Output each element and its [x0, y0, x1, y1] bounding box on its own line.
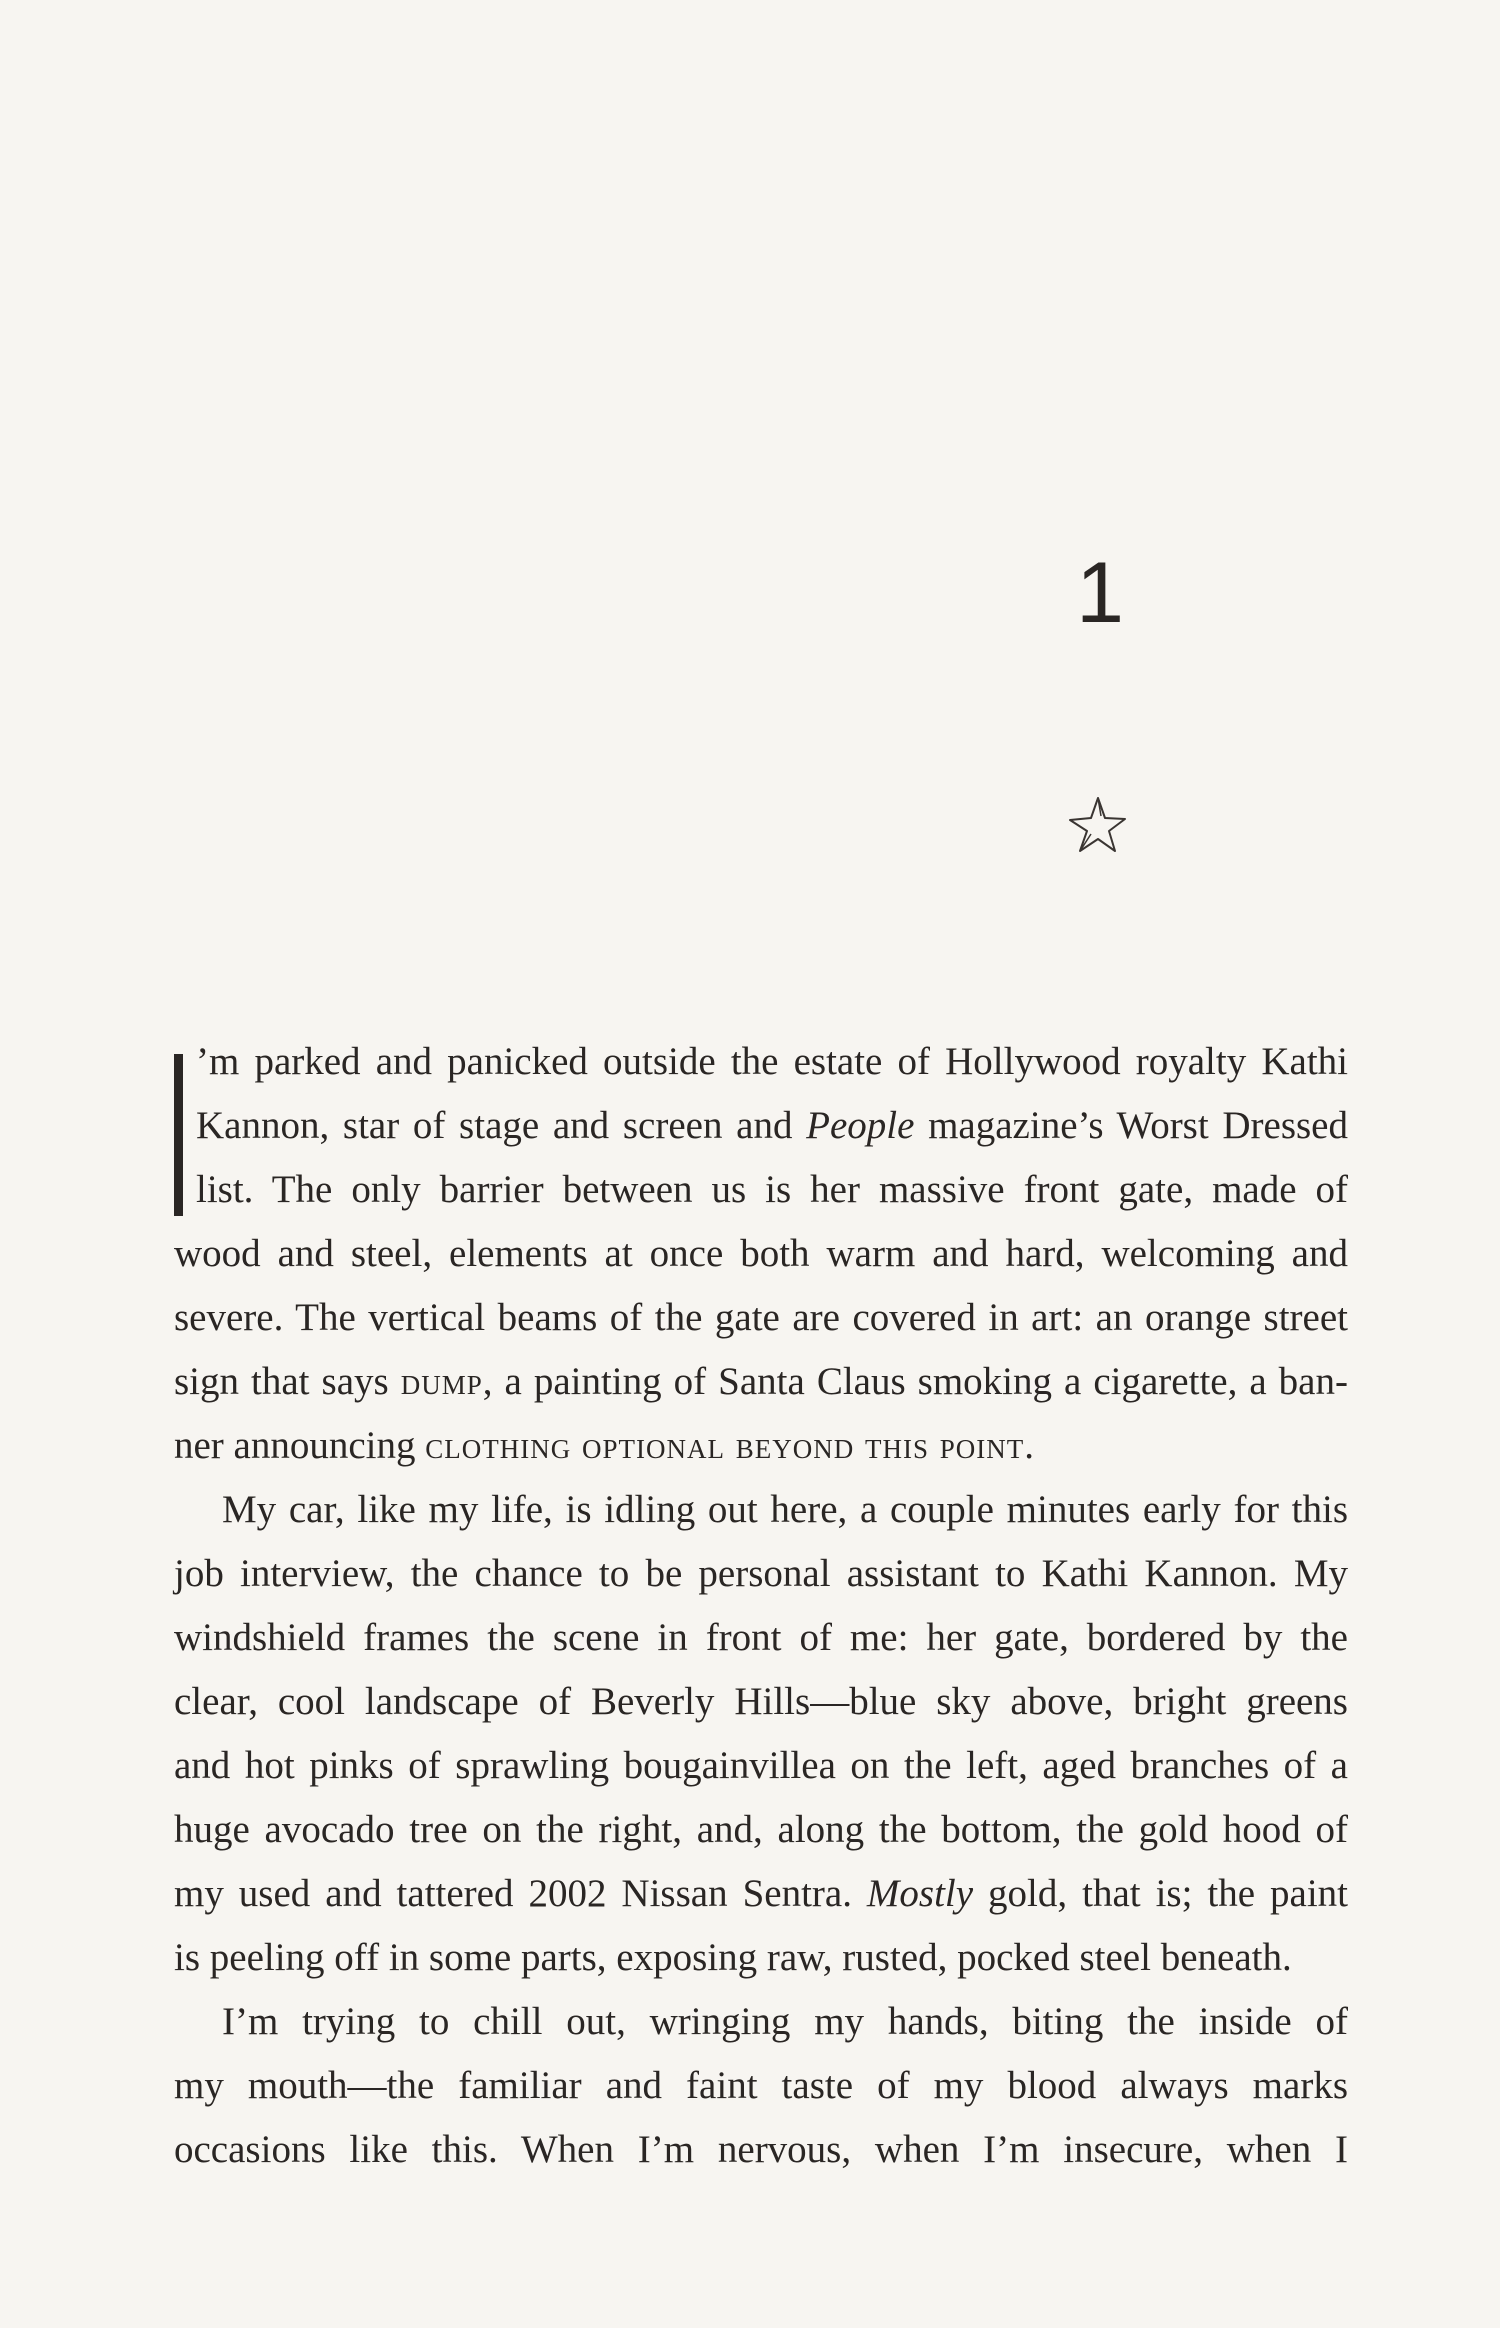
text-line: my mouth—the familiar and faint taste of my blood always marks — [174, 2064, 1348, 2107]
dropcap-letter-i — [174, 1054, 183, 1216]
text-line: list. The only barrier between us is her massive front gate, made of — [196, 1168, 1348, 1211]
text-line: and hot pinks of sprawling bougainvillea on the left, aged branches of a — [174, 1744, 1348, 1787]
chapter-body-text — [174, 1030, 1348, 2182]
people-magazine-title: People — [806, 1104, 915, 1147]
chapter-number: 1 — [1076, 545, 1124, 641]
text-line: My car, like my life, is idling out here, a couple minutes early for this — [222, 1488, 1348, 1531]
text-line: clear, cool landscape of Beverly Hills—blue sky above, bright greens — [174, 1680, 1348, 1723]
star-outline-icon — [1065, 796, 1127, 854]
text-line: windshield frames the scene in front of me: her gate, bordered by the — [174, 1616, 1348, 1659]
text-line: Kannon, star of stage and screen and People magazine’s Worst Dressed — [196, 1104, 1348, 1147]
second-paragraph — [174, 1478, 1348, 1990]
dump-sign-text: dump — [400, 1360, 483, 1403]
text-line: is peeling off in some parts, exposing raw, rusted, pocked steel beneath. — [174, 1936, 1292, 1979]
text-line: ner announcing clothing optional beyond this point. — [174, 1424, 1035, 1467]
clothing-optional-text: clothing optional beyond this point. — [425, 1424, 1035, 1467]
text-line: huge avocado tree on the right, and, along the bottom, the gold hood of — [174, 1808, 1348, 1851]
text-line: job interview, the chance to be personal assistant to Kathi Kannon. My — [174, 1552, 1348, 1595]
text-line: severe. The vertical beams of the gate are covered in art: an orange street — [174, 1296, 1348, 1339]
text-line: occasions like this. When I’m nervous, when I’m insecure, when I — [174, 2128, 1348, 2171]
text-line: ’m parked and panicked outside the estate of Hollywood royalty Kathi — [196, 1040, 1348, 1083]
third-paragraph — [174, 1990, 1348, 2182]
text-line: I’m trying to chill out, wringing my hands, biting the inside of — [222, 2000, 1348, 2043]
text-line: my used and tattered 2002 Nissan Sentra. Mostly gold, that is; the paint — [174, 1872, 1348, 1915]
text-line: sign that says dump, a painting of Santa Claus smoking a cigarette, a ban- — [174, 1360, 1348, 1403]
mostly-italic: Mostly — [866, 1872, 974, 1915]
opening-paragraph — [174, 1030, 1348, 1478]
text-line: wood and steel, elements at once both warm and hard, welcoming and — [174, 1232, 1348, 1275]
